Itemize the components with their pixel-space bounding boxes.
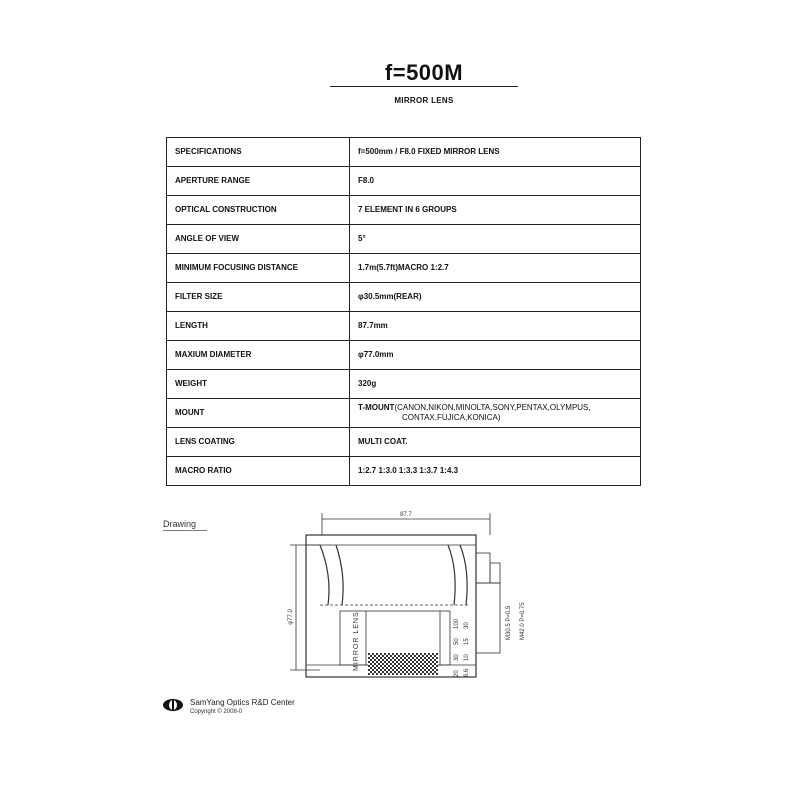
lens-drawing — [280, 505, 540, 690]
spec-label: OPTICAL CONSTRUCTION — [167, 196, 350, 225]
filter-thread-label: M30.5 P=0.5 — [506, 605, 512, 640]
spec-label: APERTURE RANGE — [167, 167, 350, 196]
spec-row — [167, 428, 641, 457]
rear-element — [448, 545, 455, 605]
spec-label: MINIMUM FOCUSING DISTANCE — [167, 254, 350, 283]
spec-value: MULTI COAT. — [350, 428, 641, 457]
spec-value: 87.7mm — [350, 312, 641, 341]
spec-row — [167, 399, 641, 428]
spec-row — [167, 457, 641, 486]
title-underline — [330, 86, 518, 87]
spec-row — [167, 283, 641, 312]
spec-row — [167, 370, 641, 399]
document-subtitle: MIRROR LENS — [394, 96, 454, 105]
spec-row — [167, 312, 641, 341]
spec-value: F8.0 — [350, 167, 641, 196]
spec-label: SPECIFICATIONS — [167, 138, 350, 167]
spec-value: 7 ELEMENT IN 6 GROUPS — [350, 196, 641, 225]
spec-value: φ30.5mm(REAR) — [350, 283, 641, 312]
scale-mark: 50 — [454, 638, 460, 645]
scale-mark: 30 — [454, 654, 460, 661]
spec-value: f=500mm / F8.0 FIXED MIRROR LENS — [350, 138, 641, 167]
spec-value: φ77.0mm — [350, 341, 641, 370]
spec-row — [167, 225, 641, 254]
spec-label: MOUNT — [167, 399, 350, 428]
spec-value: 5° — [350, 225, 641, 254]
diameter-dimension-label: φ77.0 — [288, 609, 294, 625]
scale-mark: 100 — [454, 618, 460, 629]
company-name: SamYang Optics R&D Center — [190, 698, 295, 707]
mount-name: T-MOUNT — [358, 403, 395, 412]
spec-label: FILTER SIZE — [167, 283, 350, 312]
samyang-logo-icon — [162, 698, 184, 712]
mount-brands-line1: (CANON,NIKON,MINOLTA,SONY,PENTAX,OLYMPUS, — [394, 403, 591, 412]
mount-section — [476, 583, 500, 653]
spec-label: MACRO RATIO — [167, 457, 350, 486]
scale-mark: 15 — [464, 638, 470, 645]
scale-mark: 6.6 — [464, 668, 470, 677]
spec-row — [167, 254, 641, 283]
spec-label: LENS COATING — [167, 428, 350, 457]
scale-mark: 20 — [454, 670, 460, 677]
barrel-engraving: MIRROR LENS — [353, 611, 360, 671]
copyright-notice: Copyright © 2008-0 — [190, 709, 243, 715]
spec-row — [167, 341, 641, 370]
mount-brands-line2: CONTAX,FUJICA,KONICA) — [402, 413, 501, 422]
length-dimension-label: 87.7 — [400, 512, 412, 518]
spec-value: 320g — [350, 370, 641, 399]
spec-value: 1:2.7 1:3.0 1:3.3 1:3.7 1:4.3 — [350, 457, 641, 486]
spec-label: LENGTH — [167, 312, 350, 341]
scale-mark: 10 — [464, 654, 470, 661]
scale-mark: 30 — [464, 622, 470, 629]
spec-row — [167, 196, 641, 225]
spec-row — [167, 167, 641, 196]
spec-label: WEIGHT — [167, 370, 350, 399]
spec-label: MAXIUM DIAMETER — [167, 341, 350, 370]
spec-table — [166, 137, 641, 486]
front-element — [320, 545, 329, 605]
spec-value: 1.7m(5.7ft)MACRO 1:2.7 — [350, 254, 641, 283]
focus-ring-knurl — [368, 653, 438, 675]
spec-value-mount — [350, 399, 641, 428]
spec-row — [167, 138, 641, 167]
mount-thread-label: M42.0 P=0.75 — [520, 602, 526, 640]
drawing-label: Drawing — [163, 519, 207, 531]
document-title: f=500M — [384, 60, 464, 85]
distance-scale — [454, 618, 470, 677]
spec-label: ANGLE OF VIEW — [167, 225, 350, 254]
